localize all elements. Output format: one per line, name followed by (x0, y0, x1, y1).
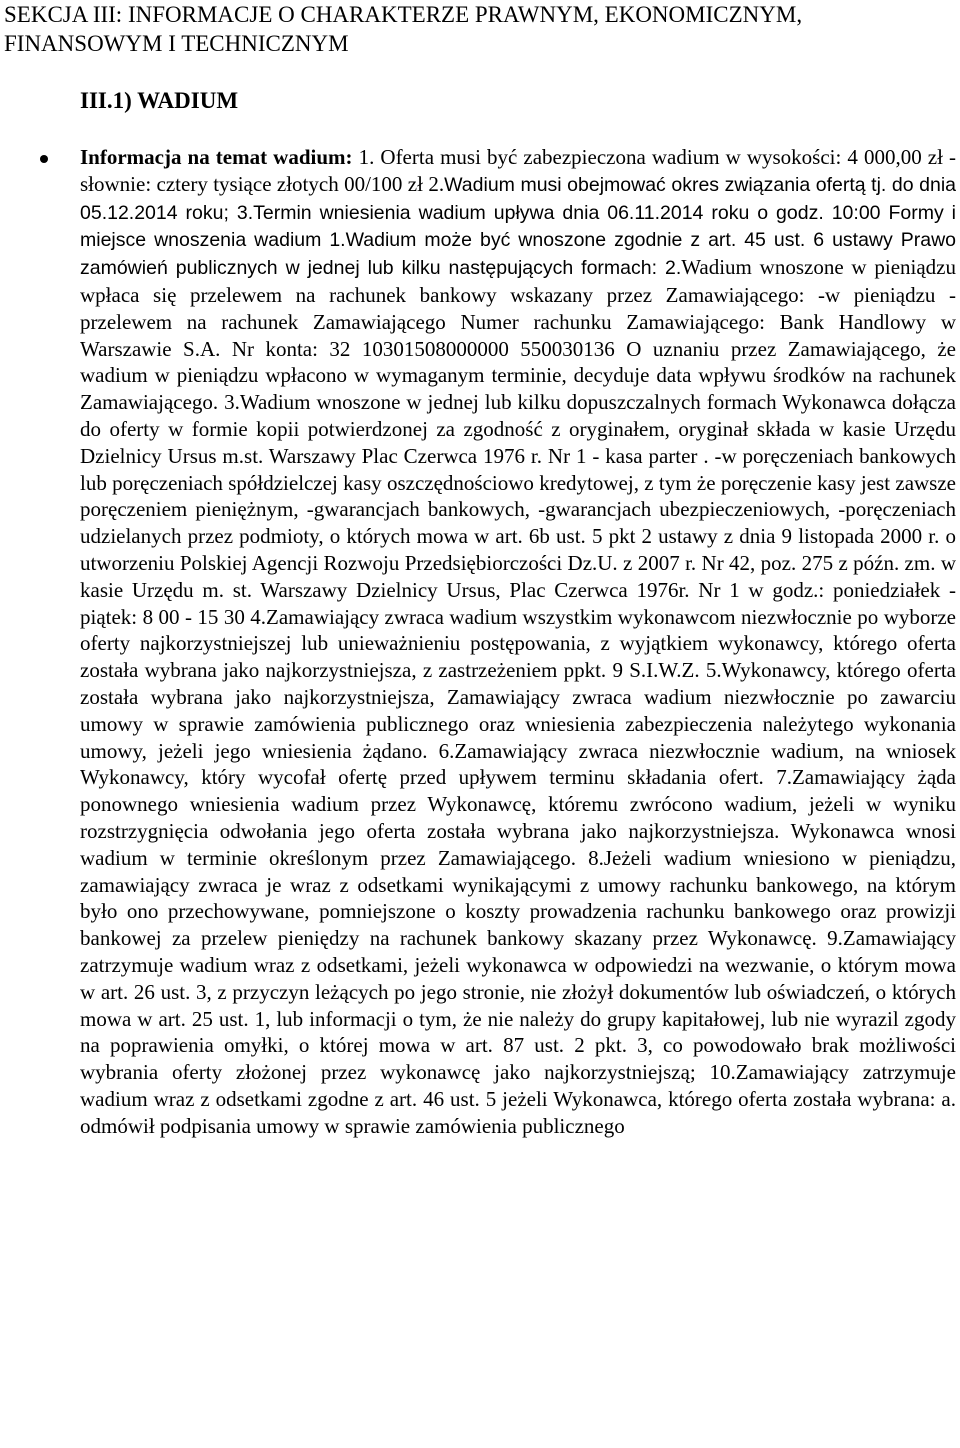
wadium-info-text-part2: Wadium musi obejmować okres związania ofertą tj. do dnia 05.12.2014 roku; 3.Termin wniesienia wadium upływa dnia 06.11.2014 roku o godz. 10:00 Formy i miejsce wnoszenia wadium 1.Wadium może być wnoszone zgodnie z art. 45 ust. 6 ustawy Prawo zamówień publicznych w jednej lub kilku następujących formach: 2. (80, 173, 957, 280)
wadium-info-label: Informacja na temat wadium: (80, 145, 353, 169)
wadium-info-text-part1: 1. Oferta musi być zabezpieczona wadium w wysokości: 4 000,00 zł -słownie: cztery tysiące złotych 00/100 zł 2. (80, 145, 957, 196)
wadium-info-text-part3: Wadium wnoszone w pieniądzu wpłaca się przelewem na rachunek bankowy wskazany przez Zamawiającego: -w pieniądzu - przelewem na rachunek Zamawiającego Numer rachunku Zamawiającego: Bank Handlowy w Warszawie S.A. Nr konta: 32 10301508000000 550030136 O uznaniu przez Zamawiającego, że wadium w pieniądzu wpłacono w wymaganym terminie, decyduje data wpływu środków na rachunek Zamawiającego. 3.Wadium wnoszone w jednej lub kilku dopuszczalnych formach Wykonawca dołącza do oferty w formie kopii potwierdzonej za zgodność z oryginałem, oryginał składa w kasie Urzędu Dzielnicy Ursus m.st. Warszawy Plac Czerwca 1976 r. Nr 1 - kasa parter . -w poręczeniach bankowych lub poręczeniach spółdzielczej kasy oszczędnościowo kredytowej, z tym że poręczenie kasy jest zawsze poręczeniem pieniężnym, -gwarancjach bankowych, -gwarancjach ubezpieczeniowych, -poręczeniach udzielanych przez podmioty, o których mowa w art. 6b ust. 5 pkt 2 ustawy z dnia 9 listopada 2000 r. o utworzeniu Polskiej Agencji Rozwoju Przedsiębiorczości Dz.U. z 2007 r. Nr 42, poz. 275 z późn. zm. w kasie Urzędu m. st. Warszawy Dzielnicy Ursus, Plac Czerwca 1976r. Nr 1 w godz.: poniedziałek - piątek: 8 00 - 15 30 4.Zamawiający zwraca wadium wszystkim wykonawcom niezwłocznie po wyborze oferty najkorzystniejszej lub unieważnieniu postępowania, z wyjątkiem wykonawcy, którego oferta została wybrana jako najkorzystniejsza, z zastrzeżeniem ppkt. 9 S.I.W.Z. 5.Wykonawcy, którego oferta została wybrana jako najkorzystniejsza, Zamawiający zwraca wadium niezwłocznie po zawarciu umowy w sprawie zamówienia publicznego oraz wniesienia zabezpieczenia należytego wykonania umowy, jeżeli jego wniesienia żądano. 6.Zamawiający zwraca niezwłocznie wadium, na wniosek Wykonawcy, który wycofał ofertę przed upływem terminu składania ofert. 7.Zamawiający żąda ponownego wniesienia wadium przez Wykonawcę, któremu zwrócono wadium, jeżeli w wyniku rozstrzygnięcia odwołania jego oferta została wybrana jako najkorzystniejsza. Wykonawca wnosi wadium w terminie określonym przez Zamawiającego. 8.Jeżeli wadium wniesiono w pieniądzu, zamawiający zwraca je wraz z odsetkami wynikającymi z umowy rachunku bankowego, na którym było ono przechowywane, pomniejszone o koszty prowadzenia rachunku bankowego oraz prowizji bankowej za przelew pieniędzy na rachunek bankowy skazany przez Wykonawcę. 9.Zamawiający zatrzymuje wadium wraz z odsetkami, jeżeli wykonawca w odpowiedzi na wezwanie, o którym mowa w art. 26 ust. 3, z przyczyn leżących po jego stronie, nie złożył dokumentów lub oświadczeń, o których mowa w art. 25 ust. 1, lub informacji o tym, że nie należy do grupy kapitałowej, lub nie wyrazil zgody na poprawienia omyłki, o której mowa w art. 87 ust. 2 pkt. 3, co powodowało brak możliwości wybrania oferty złożonej przez wykonawcę jako najkorzystniejszą; 10.Zamawiający zatrzymuje wadium wraz z odsetkami zgodne z art. 46 ust. 5 jeżeli Wykonawca, którego oferta została wybrana: a. odmówił podpisania umowy w sprawie zamówienia publicznego (80, 255, 957, 1138)
bullet-marker (40, 155, 48, 163)
subsection-heading: III.1) WADIUM (80, 88, 239, 113)
section-heading: SEKCJA III: INFORMACJE O CHARAKTERZE PRAWNYM, EKONOMICZNYM, FINANSOWYM I TECHNICZNYM (4, 2, 803, 56)
wadium-info-paragraph (80, 144, 956, 1139)
